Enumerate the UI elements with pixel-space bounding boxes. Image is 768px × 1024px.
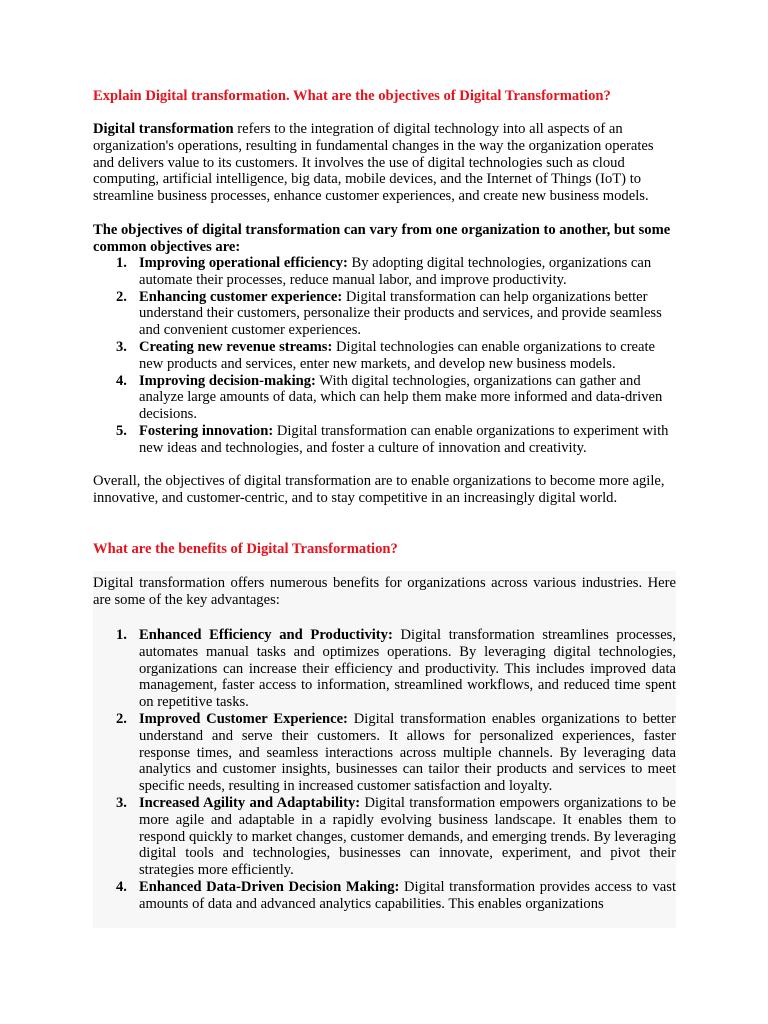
list-text: Digital transformation can help organizations better understand their customers, personalize their products and services, and provide seamless and convenient customer experiences. <box>139 288 662 339</box>
list-text: Digital technologies can enable organizations to create new products and services, enter new markets, and develop new business models. <box>139 338 656 372</box>
list-number: 3. <box>116 338 127 355</box>
list-term: Enhanced Data-Driven Decision Making: <box>139 878 400 895</box>
list-text: By adopting digital technologies, organizations can automate their processes, reduce manual labor, and improve productivity. <box>139 255 652 288</box>
list-item <box>93 711 676 795</box>
list-term: Enhanced Efficiency and Productivity: <box>139 627 393 643</box>
list-number: 4. <box>116 878 127 895</box>
list-number: 4. <box>116 372 127 389</box>
objectives-lead: The objectives of digital transformation can vary from one organization to another, but some common objectives are: <box>93 222 671 255</box>
list-number: 3. <box>116 794 127 811</box>
list-number: 1. <box>116 255 127 271</box>
list-number: 2. <box>116 288 127 305</box>
list-text: Digital transformation provides access to vast amounts of data and advanced analytics capabilities. This enables organizations <box>139 878 676 912</box>
list-term: Improved Customer Experience: <box>139 710 348 727</box>
intro-term: Digital transformation <box>93 121 234 137</box>
list-text: Digital transformation empowers organizations to be more agile and adaptable in a rapidly evolving business landscape. It enables them to respond quickly to market changes, customer demands, and emerging trends. By leveraging digital tools and technologies, businesses can innovate, experiment, and pivot their strategies more efficiently. <box>139 794 676 879</box>
list-item <box>93 289 676 339</box>
question-2-heading: What are the benefits of Digital Transformation? <box>93 541 398 557</box>
list-term: Creating new revenue streams: <box>139 338 333 355</box>
benefits-list <box>93 627 676 913</box>
objectives-list <box>93 255 676 457</box>
list-number: 2. <box>116 710 127 727</box>
list-item <box>93 795 676 879</box>
list-text: Digital transformation streamlines processes, automates manual tasks and optimizes operations. By leveraging digital technologies, organizations can increase their efficiency and productivity. This includes improved data management, faster access to information, streamlined workflows, and reduced time spent on repetitive tasks. <box>139 627 676 711</box>
list-text: Digital transformation enables organizations to better understand and serve their customers. It allows for personalized experiences, faster response times, and seamless interactions across multiple channels. By leveraging data analytics and customer insights, businesses can tailor their products and services to meet specific needs, resulting in increased customer satisfaction and loyalty. <box>139 710 676 795</box>
list-term: Improving decision-making: <box>139 372 316 389</box>
list-term: Enhancing customer experience: <box>139 288 343 305</box>
list-item <box>93 339 676 373</box>
list-number: 1. <box>116 627 127 643</box>
summary-paragraph: Overall, the objectives of digital transformation are to enable organizations to become more agile, innovative, and customer-centric, and to stay competitive in an increasingly digital world. <box>93 473 665 506</box>
intro-text: refers to the integration of digital technology into all aspects of an organization's operations, resulting in fundamental changes in the way the organization operates and delivers value to its customers. It involves the use of digital technologies such as cloud computing, artificial intelligence, big data, mobile devices, and the Internet of Things (IoT) to streamline business processes, enhance customer experiences, and create new business models. <box>93 121 654 205</box>
list-item <box>93 255 676 289</box>
list-text: Digital transformation can enable organizations to experiment with new ideas and technologies, and foster a culture of innovation and creativity. <box>139 422 669 456</box>
benefits-intro: Digital transformation offers numerous benefits for organizations across various industries. Here are some of the key advantages: <box>93 575 676 608</box>
list-text: With digital technologies, organizations can gather and analyze large amounts of data, which can help them make more informed and data-driven decisions. <box>139 372 663 423</box>
intro-paragraph <box>93 121 676 205</box>
question-1-heading: Explain Digital transformation. What are the objectives of Digital Transformation? <box>93 88 611 104</box>
list-number: 5. <box>116 422 127 439</box>
list-item <box>93 627 676 711</box>
list-item <box>93 423 676 457</box>
list-item <box>93 879 676 913</box>
list-term: Improving operational efficiency: <box>139 255 348 271</box>
list-item <box>93 373 676 423</box>
list-term: Fostering innovation: <box>139 422 274 439</box>
list-term: Increased Agility and Adaptability: <box>139 794 361 811</box>
